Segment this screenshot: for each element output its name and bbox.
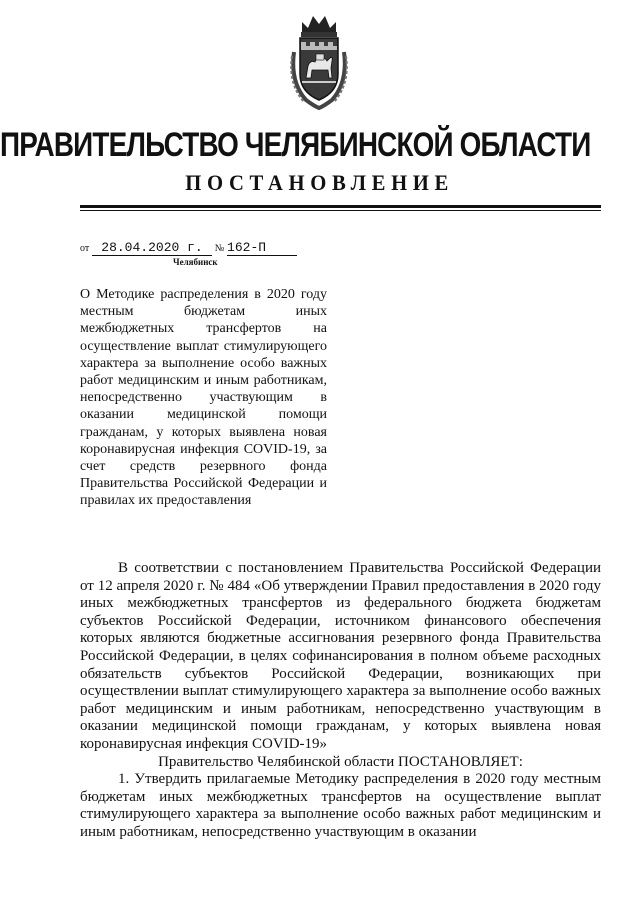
government-title: ПРАВИТЕЛЬСТВО ЧЕЛЯБИНСКОЙ ОБЛАСТИ [0, 126, 591, 164]
document-type-title: ПОСТАНОВЛЕНИЕ [185, 170, 454, 195]
document-date: 28.04.2020 г. [92, 240, 212, 256]
document-number: 162-П [227, 240, 297, 256]
date-prefix-label: от [80, 243, 90, 254]
body-paragraph-item-1: 1. Утвердить прилагаемые Методику распределения в 2020 году местным бюджетам иных межбюджетных трансфертов на осуществление выплат стимулирующего характера за выполнение особо важных работ медицинским и иным работникам, непосредственно участвующим в оказании [80, 771, 601, 840]
header-divider-thick [80, 205, 601, 208]
document-subject: О Методике распределения в 2020 году местным бюджетам иных межбюджетных трансфертов на осуществление выплат стимулирующего характера за выполнение особо важных работ медицинским и иным работникам, непосредственно участвующим в оказании медицинской помощи гражданам, у которых выявлена новая коронавирусная инфекция COVID-19, за счет средств резервного фонда Правительства Российской Федерации и правилах их предоставления [80, 287, 327, 509]
number-sign-label: № [214, 243, 225, 254]
header-divider-thin [80, 210, 601, 211]
body-paragraph-preamble: В соответствии с постановлением Правительства Российской Федерации от 12 апреля 2020 г. № 484 «Об утверждении Правил предоставления в 2020 году иных межбюджетных трансфертов из федерального бюджета бюджетам субъектов Российской Федерации, источником финансового обеспечения которых являются бюджетные ассигнования резервного фонда Правительства Российской Федерации, в целях софинансирования в полном объеме расходных обязательств субъектов Российской Федерации, возникающих при осуществлении выплат стимулирующего характера за выполнение особо важных работ медицинским и иным работникам, непосредственно участвующим в оказании медицинской помощи гражданам, у которых выявлена новая коронавирусная инфекция COVID-19» [80, 560, 601, 752]
coat-of-arms-emblem [288, 12, 350, 110]
body-decree-line: Правительство Челябинской области ПОСТАНОВЛЯЕТ: [158, 753, 523, 770]
document-city: Челябинск [173, 257, 218, 267]
document-body [80, 560, 601, 842]
document-meta [80, 240, 297, 256]
